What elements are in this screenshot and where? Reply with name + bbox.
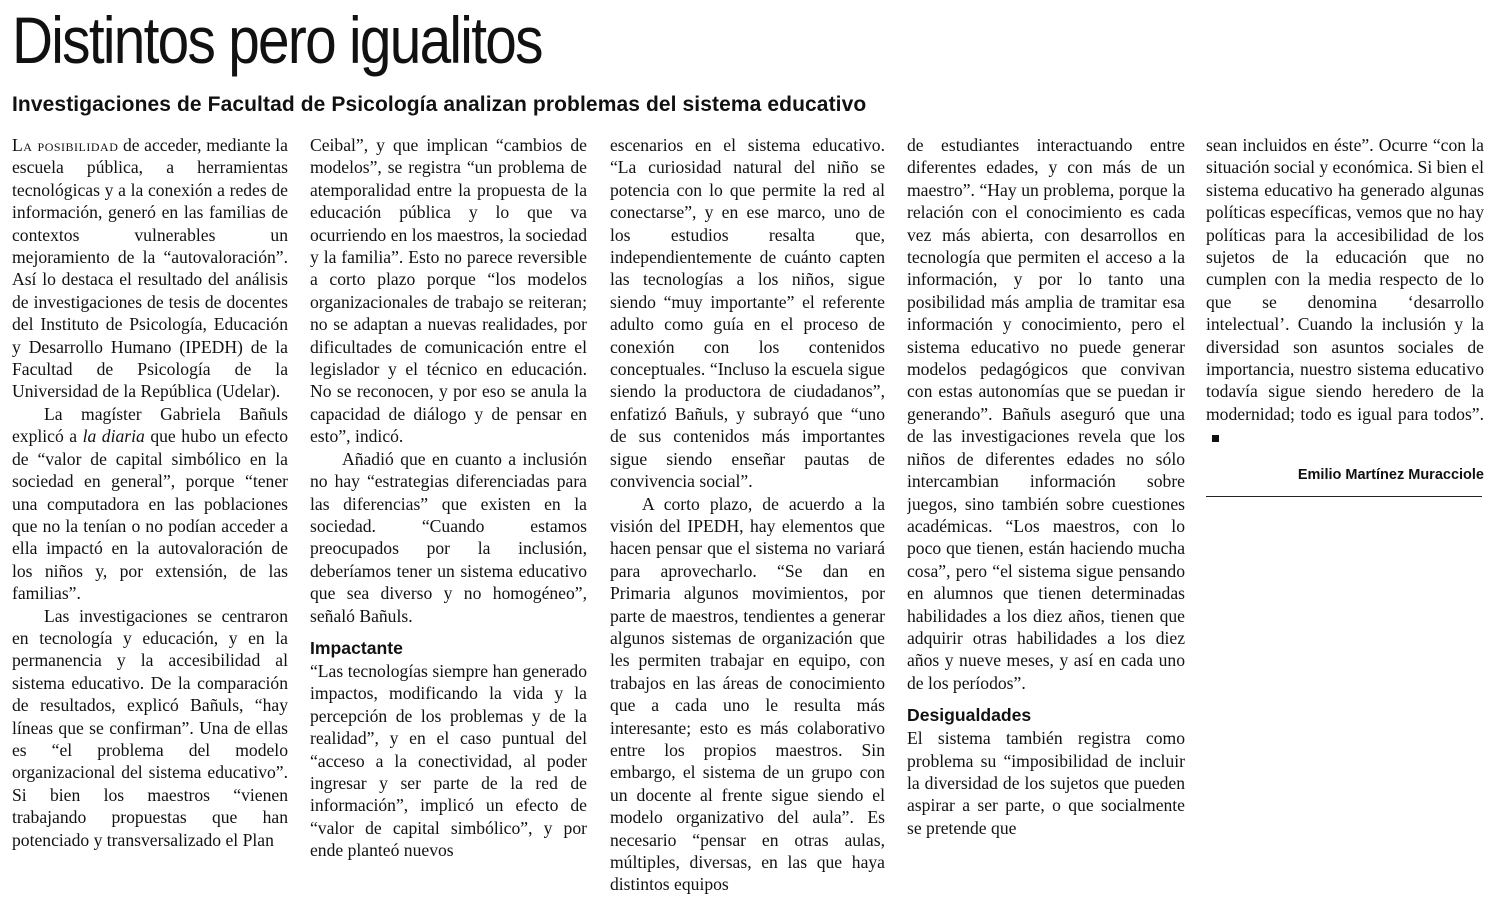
article-column-1	[12, 134, 288, 901]
byline: Emilio Martínez Muracciole	[1297, 466, 1484, 483]
paragraph: Ceibal”, y que implican “cambios de modelos”, se registra “un problema de atemporalidad entre la propuesta de la educación pública y lo que va ocurriendo en los maestros, la sociedad y la familia”. Esto no parece reversible a corto plazo porque “los modelos organizacionales de trabajo se reiteran; no se adaptan a nuevas realidades, por dificultades de comunicación entre el legislador y el técnico en educación. No se reconocen, y por eso se anula la capacidad de diálogo y de pensar en esto”, indicó.	[310, 135, 587, 447]
paragraph-text: de acceder, mediante la escuela pública, a herramientas tecnológicas y a la conexión a redes de información, generó en las familias de contextos vulnerables un mejoramiento de la “autovaloración”. Así lo destaca el resultado del análisis de investigaciones de tesis de docentes del Instituto de Psicología, Educación y Desarrollo Humano (IPEDH) de la Facultad de Psicología de la Universidad de la República (Udelar).	[12, 135, 288, 402]
paragraph: A corto plazo, de acuerdo a la visión del IPEDH, hay elementos que hacen pensar que el sistema no variará para aprovecharlo. “Se dan en Primaria algunos movimientos, por parte de maestros, tendientes a generar algunos sistemas de organización que les permiten trabajar en equipo, con trabajos en las áreas de conocimiento que a cada uno le resulta más interesante; esto es más colaborativo entre los propios maestros. Sin embargo, el sistema de un grupo con un docente al frente sigue siendo el modelo organizativo del aula”. Es necesario “pensar en otras aulas, múltiples, diversas, en las que haya distintos equipos	[610, 493, 885, 895]
article-column-3	[610, 134, 885, 901]
subheadline: Investigaciones de Facultad de Psicología analizan problemas del sistema educativo	[12, 93, 867, 116]
paragraph: escenarios en el sistema educativo. “La curiosidad natural del niño se potencia con lo que permite la red al conectarse”, y en ese marco, uno de los estudios resalta que, independientemente de cuánto capten las tecnologías a los niños, sigue siendo “muy importante” el referente adulto como guía en el proceso de conexión con los contenidos conceptuales. “Incluso la escuela sigue siendo la productora de ciudadanos”, enfatizó Bañuls, y subrayó que “uno de sus contenidos más importantes sigue siendo enseñar pautas de convivencia social”.	[610, 135, 885, 492]
paragraph: de estudiantes interactuando entre diferentes edades, y con más de un maestro”. “Hay un problema, porque la relación con el conocimiento es cada vez más abierta, con desarrollos en tecnología que permiten el acceso a la información, y por lo tanto una posibilidad más amplia de tramitar esa información y conocimiento, pero el sistema educativo no puede generar modelos pedagógicos que convivan con estas autonomías que se puedan ir generando”. Bañuls aseguró que una de las investigaciones revela que los niños de diferentes edades no sólo intercambian información sobre juegos, sino también sobre cuestiones académicas. “Los maestros, con lo poco que tienen, están haciendo mucha cosa”, pero “el sistema sigue pensando en alumnos que tienen determinadas habilidades a los diez años, tienen que adquirir otras habilidades a los diez años y nueve meses, y así en cada uno de los períodos”.	[907, 135, 1185, 693]
paragraph-text: que hubo un efecto de “valor de capital simbólico en la sociedad en general”, porque “tener una computadora en las poblaciones que no la tenían o no podían acceder a ella impactó en la autovaloración de los niños y, por extensión, de las familias”.	[12, 426, 288, 604]
article-column-4	[907, 134, 1185, 901]
publication-name: la diaria	[82, 426, 145, 447]
paragraph-text: sean incluidos en éste”. Ocurre “con la situación social y económica. Si bien el sistema educativo ha generado algunas políticas específicas, vemos que no hay políticas para la accesibilidad de los sujetos de la educación que no cumplen con la media respecto de lo que se denomina ‘desarrollo intelectual’. Cuando la inclusión y la diversidad son asuntos sociales de importancia, nuestro sistema educativo todavía sigue siendo heredero de la modernidad; todo es igual para todos”.	[1206, 135, 1484, 424]
section-heading: Impactante	[310, 637, 403, 658]
divider	[1206, 496, 1482, 497]
paragraph-text: La magíster Gabriela Bañuls explicó a	[12, 403, 288, 447]
headline: Distintos pero igualitos	[12, 3, 542, 77]
paragraph	[1206, 134, 1484, 448]
lead-in: La posibilidad	[12, 135, 119, 155]
section-heading: Desigualdades	[907, 705, 1032, 726]
paragraph	[12, 403, 288, 605]
end-of-article-mark	[1212, 435, 1219, 442]
article-column-5	[1206, 134, 1484, 901]
paragraph: “Las tecnologías siempre han generado impactos, modificando la vida y la percepción de los problemas y de la realidad”, y en el caso puntual del “acceso a la conectividad, al poder ingresar y ser parte de la red de información”, implicó un efecto de “valor de capital simbólico”, y por ende planteó nuevos	[310, 660, 587, 861]
paragraph	[12, 134, 288, 403]
paragraph: Las investigaciones se centraron en tecnología y educación, y en la permanencia y la accesibilidad al sistema educativo. De la comparación de resultados, explicó Bañuls, “hay líneas que se confirman”. Una de ellas es “el problema del modelo organizacional del sistema educativo”. Si bien los maestros “vienen trabajando propuestas que han potenciado y transversalizado el Plan	[12, 605, 288, 850]
paragraph: Añadió que en cuanto a inclusión no hay “estrategias diferenciadas para las diferencias” que existen en la sociedad. “Cuando estamos preocupados por la inclusión, deberíamos tener un sistema educativo que sea diverso y no homogéneo”, señaló Bañuls.	[310, 448, 587, 626]
article-column-2	[310, 134, 587, 901]
paragraph: El sistema también registra como problema su “imposibilidad de incluir la diversidad de los sujetos que pueden aspirar a ser parte, o que socialmente se pretende que	[907, 728, 1185, 838]
